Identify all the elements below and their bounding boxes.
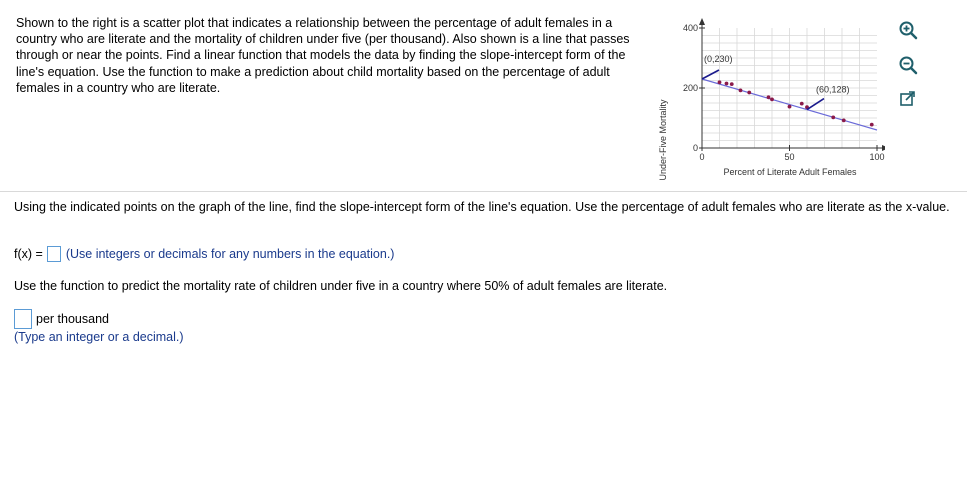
marked-point-indicator (702, 70, 719, 79)
x-tick-label: 100 (869, 152, 885, 162)
function-answer-row (14, 245, 394, 263)
fx-hint: (Use integers or decimals for any numbers in the equation.) (65, 247, 395, 261)
question-instruction: Using the indicated points on the graph of the line, find the slope-intercept form of the line's equation. Use the percentage of adult females who are literate as the x-value. (14, 200, 950, 214)
prediction-answer-row (14, 309, 109, 329)
marked-point-label: (60,128) (816, 84, 850, 95)
y-axis-label: Under-Five Mortality (658, 99, 668, 181)
y-tick-label: 200 (682, 83, 698, 93)
plot-grid (702, 28, 877, 148)
function-answer-input[interactable] (47, 246, 61, 262)
data-point (730, 82, 734, 86)
y-tick-label: 0 (692, 143, 698, 153)
marked-point-label: (0,230) (704, 54, 733, 64)
scatter-plot (655, 14, 885, 184)
marked-point-indicator (807, 99, 824, 110)
fx-label: f(x) = (14, 247, 43, 261)
popout-button[interactable] (897, 88, 919, 110)
y-tick-label: 400 (682, 23, 698, 33)
data-point (842, 119, 846, 123)
data-point (831, 116, 835, 120)
x-tick-label: 0 (699, 152, 705, 162)
prediction-unit: per thousand (36, 312, 109, 326)
zoom-in-button[interactable] (897, 19, 919, 41)
data-point (718, 80, 722, 84)
data-point (747, 91, 751, 95)
data-point (800, 102, 804, 106)
zoom-in-icon (898, 20, 918, 40)
data-point (739, 89, 743, 93)
prediction-question: Use the function to predict the mortality rate of children under five in a country where 50% of adult females are literate. (14, 279, 668, 293)
section-divider (0, 191, 967, 192)
data-point (767, 95, 771, 99)
prediction-answer-input[interactable] (14, 309, 32, 329)
x-axis-label: Percent of Literate Adult Females (723, 167, 857, 177)
data-point (788, 105, 792, 109)
data-point (770, 98, 774, 102)
data-point (725, 82, 729, 86)
popout-icon (898, 89, 918, 109)
x-tick-label: 50 (784, 152, 795, 162)
zoom-out-button[interactable] (897, 54, 919, 76)
x-axis-arrow (882, 145, 885, 151)
data-point (870, 123, 874, 127)
y-axis-arrow (699, 18, 705, 25)
zoom-out-icon (898, 55, 918, 75)
problem-statement: Shown to the right is a scatter plot that indicates a relationship between the percentage of adult females in a country who are literate and the mortality of children under five (per thousand). Also shown is a line that passes through or near the points. Find a linear function that models the data by finding the slope-intercept form of the line's equation. Use the function to make a prediction about child mortality based on the percentage of adult females in a country who are literate. (16, 16, 630, 95)
prediction-hint: (Type an integer or a decimal.) (14, 330, 184, 344)
